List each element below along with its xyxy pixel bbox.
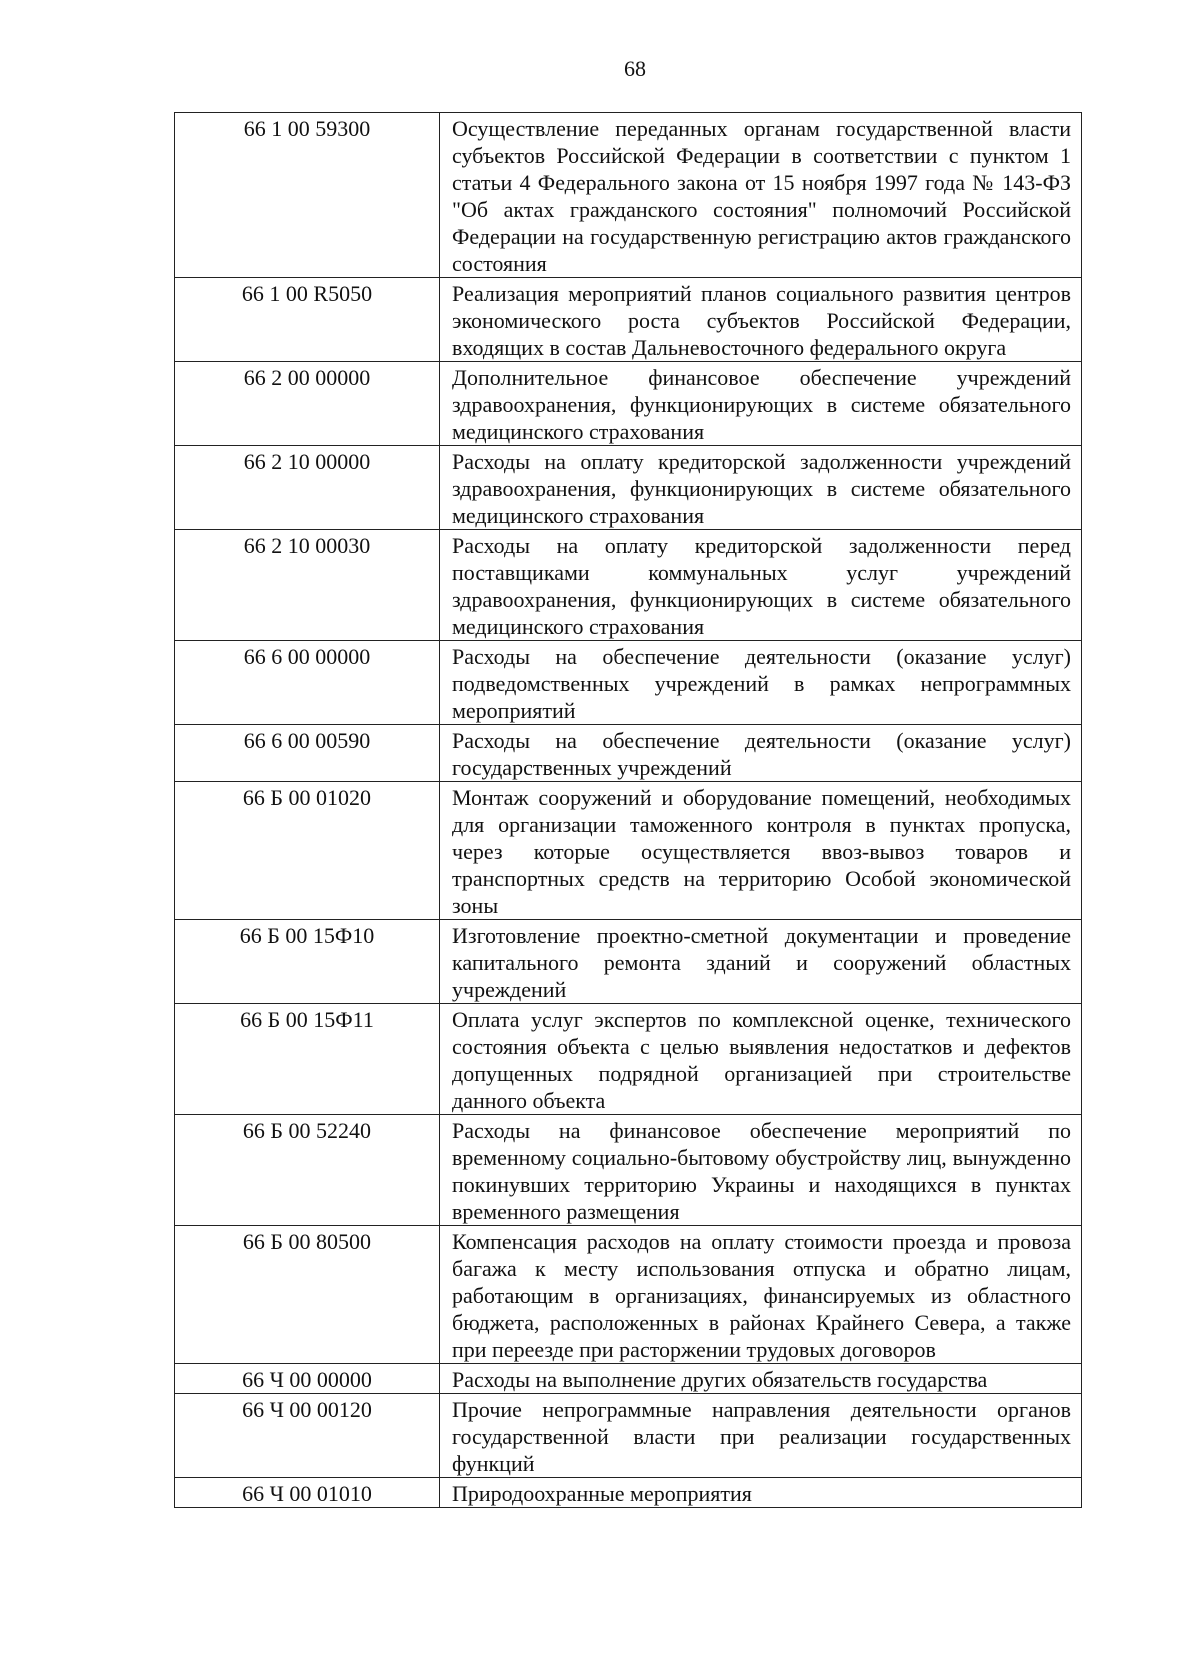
row-code: 66 1 00 R5050 <box>175 278 440 362</box>
table-row <box>175 641 1082 725</box>
row-code: 66 Б 00 15Ф10 <box>175 920 440 1004</box>
row-description: Расходы на обеспечение деятельности (оказание услуг) подведомственных учреждений в рамках непрограммных мероприятий <box>440 641 1082 725</box>
row-description: Природоохранные мероприятия <box>440 1478 1082 1508</box>
row-description: Оплата услуг экспертов по комплексной оценке, технического состояния объекта с целью выявления недостатков и дефектов допущенных подрядной организацией при строительстве данного объекта <box>440 1004 1082 1115</box>
table-row <box>175 446 1082 530</box>
table-row <box>175 1004 1082 1115</box>
row-code: 66 6 00 00590 <box>175 725 440 782</box>
table-row <box>175 782 1082 920</box>
row-code: 66 Б 00 15Ф11 <box>175 1004 440 1115</box>
row-description: Расходы на финансовое обеспечение мероприятий по временному социально-бытовому обустройству лиц, вынужденно покинувших территорию Украины и находящихся в пунктах временного размещения <box>440 1115 1082 1226</box>
row-description: Расходы на выполнение других обязательств государства <box>440 1364 1082 1394</box>
row-description: Монтаж сооружений и оборудование помещений, необходимых для организации таможенного контроля в пунктах пропуска, через которые осуществляется ввоз-вывоз товаров и транспортных средств на территорию Особой экономической зоны <box>440 782 1082 920</box>
row-description: Расходы на обеспечение деятельности (оказание услуг) государственных учреждений <box>440 725 1082 782</box>
row-code: 66 Ч 00 01010 <box>175 1478 440 1508</box>
row-code: 66 Б 00 52240 <box>175 1115 440 1226</box>
table-row <box>175 1394 1082 1478</box>
row-description: Расходы на оплату кредиторской задолженности перед поставщиками коммунальных услуг учреждений здравоохранения, функционирующих в системе обязательного медицинского страхования <box>440 530 1082 641</box>
row-code: 66 2 10 00000 <box>175 446 440 530</box>
table-row <box>175 362 1082 446</box>
row-description: Реализация мероприятий планов социального развития центров экономического роста субъектов Российской Федерации, входящих в состав Дальневосточного федерального округа <box>440 278 1082 362</box>
table-row <box>175 1115 1082 1226</box>
row-code: 66 1 00 59300 <box>175 113 440 278</box>
row-description: Осуществление переданных органам государственной власти субъектов Российской Федерации в соответствии с пунктом 1 статьи 4 Федерального закона от 15 ноября 1997 года № 143-ФЗ "Об актах гражданского состояния" полномочий Российской Федерации на государственную регистрацию актов гражданского состояния <box>440 113 1082 278</box>
page-number: 68 <box>624 56 646 81</box>
table-row <box>175 278 1082 362</box>
row-code: 66 Б 00 01020 <box>175 782 440 920</box>
table-row <box>175 725 1082 782</box>
row-description: Расходы на оплату кредиторской задолженности учреждений здравоохранения, функционирующих в системе обязательного медицинского страхования <box>440 446 1082 530</box>
row-description: Изготовление проектно-сметной документации и проведение капитального ремонта зданий и сооружений областных учреждений <box>440 920 1082 1004</box>
row-code: 66 Ч 00 00120 <box>175 1394 440 1478</box>
table-row <box>175 530 1082 641</box>
row-code: 66 6 00 00000 <box>175 641 440 725</box>
row-description: Дополнительное финансовое обеспечение учреждений здравоохранения, функционирующих в системе обязательного медицинского страхования <box>440 362 1082 446</box>
row-code: 66 2 10 00030 <box>175 530 440 641</box>
table-row <box>175 920 1082 1004</box>
row-description: Компенсация расходов на оплату стоимости проезда и провоза багажа к месту использования отпуска и обратно лицам, работающим в организациях, финансируемых из областного бюджета, расположенных в районах Крайнего Севера, а также при переезде при расторжении трудовых договоров <box>440 1226 1082 1364</box>
table-row <box>175 113 1082 278</box>
table-row <box>175 1364 1082 1394</box>
row-description: Прочие непрограммные направления деятельности органов государственной власти при реализации государственных функций <box>440 1394 1082 1478</box>
table-row <box>175 1478 1082 1508</box>
row-code: 66 Б 00 80500 <box>175 1226 440 1364</box>
table-row <box>175 1226 1082 1364</box>
budget-classification-table <box>174 112 1082 1508</box>
row-code: 66 Ч 00 00000 <box>175 1364 440 1394</box>
row-code: 66 2 00 00000 <box>175 362 440 446</box>
